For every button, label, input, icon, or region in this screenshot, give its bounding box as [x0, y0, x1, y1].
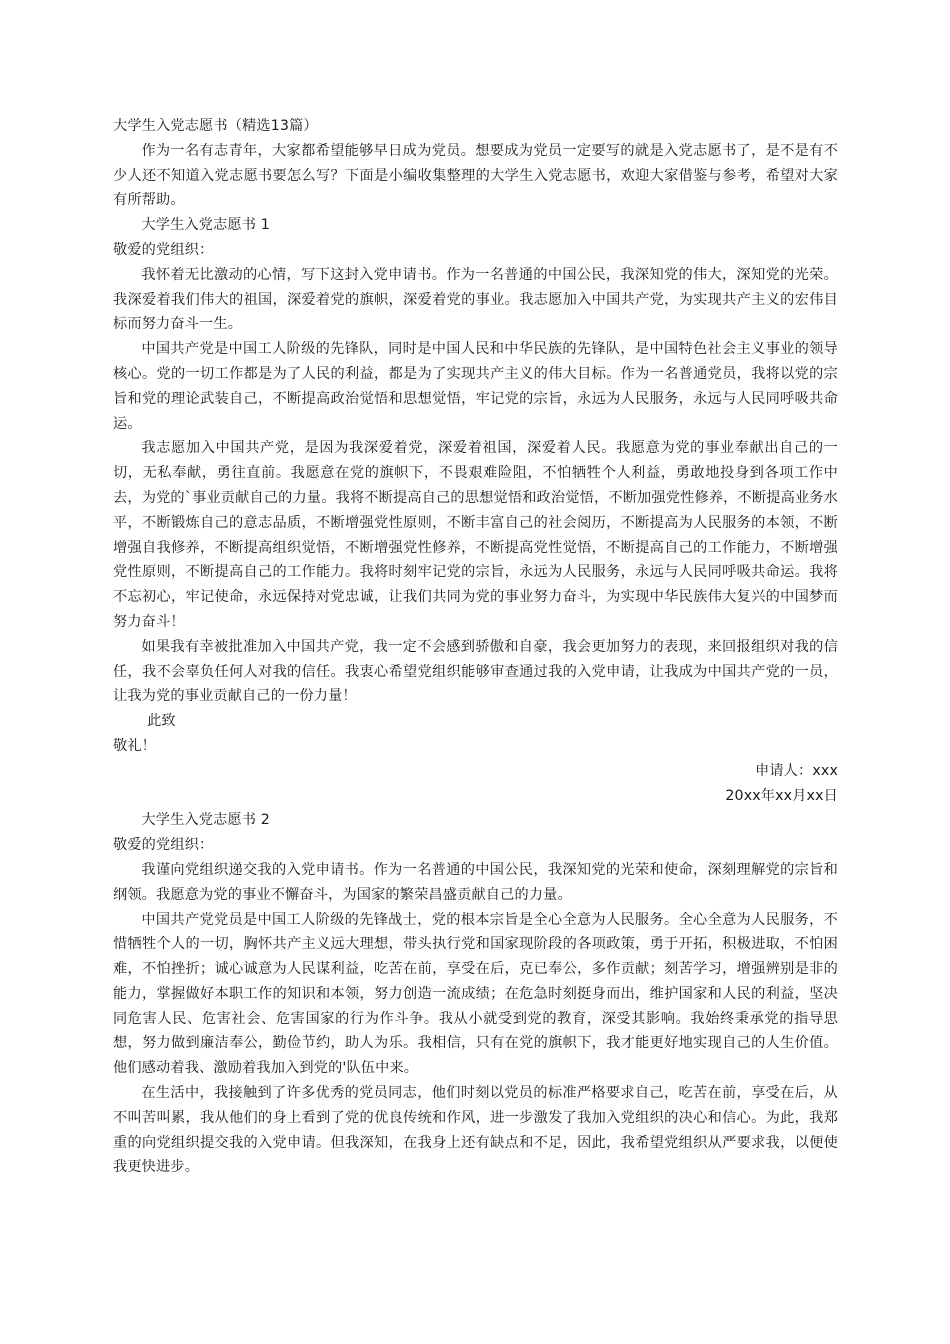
letter-1-paragraph: 我怀着无比激动的心情，写下这封入党申请书。作为一名普通的中国公民，我深知党的伟大，深知党的光荣。我深爱着我们伟大的祖国，深爱着党的旗帜，深爱着党的事业。我志愿加入中国共产党，为实现共产主义的宏伟目标而努力奋斗一生。 — [113, 266, 838, 333]
letter-1-closing: 此致 — [147, 713, 176, 730]
document-title: 大学生入党志愿书（精选13篇） — [113, 118, 318, 134]
letter-2-paragraph: 在生活中，我接触到了许多优秀的党员同志，他们时刻以党员的标准严格要求自己，吃苦在前，享受在后，从不叫苦叫累，我从他们的身上看到了党的优良传统和作风，进一步激发了我加入党组织的决心和信心。为此，我郑重的向党组织提交我的入党申请。但我深知，在我身上还有缺点和不足，因此，我希望党组织从严要求我，以便使我更快进步。 — [113, 1085, 838, 1176]
letter-2-salutation: 敬爱的党组织： — [113, 837, 214, 854]
letter-1-salute: 敬礼！ — [113, 737, 157, 754]
letter-1-date: 20xx年xx月xx日 — [725, 787, 838, 804]
intro-paragraph: 作为一名有志青年，大家都希望能够早日成为党员。想要成为党员一定要写的就是入党志愿书了，是不是有不少人还不知道入党志愿书要怎么写？下面是小编收集整理的大学生入党志愿书，欢迎大家借鉴与参考，希望对大家有所帮助。 — [113, 142, 838, 209]
letter-1-paragraph: 如果我有幸被批准加入中国共产党，我一定不会感到骄傲和自豪，我会更加努力的表现，来回报组织对我的信任，我不会辜负任何人对我的信任。我衷心希望党组织能够审查通过我的入党申请，让我成为中国共产党的一员，让我为党的事业贡献自己的一份力量！ — [113, 638, 838, 705]
letter-2-paragraph: 中国共产党党员是中国工人阶级的先锋战士，党的根本宗旨是全心全意为人民服务。全心全意为人民服务，不惜牺牲个人的一切，胸怀共产主义远大理想，带头执行党和国家现阶段的各项政策，勇于开拓，积极进取，不怕困难，不怕挫折；诚心诚意为人民谋利益，吃苦在前，享受在后，克已奉公，多作贡献；刻苦学习，增强辨别是非的能力，掌握做好本职工作的知识和本领，努力创造一流成绩；在危急时刻挺身而出，维护国家和人民的利益，坚决同危害人民、危害社会、危害国家的行为作斗争。我从小就受到党的教育，深受其影响。我始终秉承党的指导思想，努力做到廉洁奉公，勤俭节约，助人为乐。我相信，只有在党的旗帜下，我才能更好地实现自己的人生价值。他们感动着我、激励着我加入到党的'队伍中来。 — [113, 911, 838, 1077]
letter-1-paragraph: 中国共产党是中国工人阶级的先锋队，同时是中国人民和中华民族的先锋队，是中国特色社会主义事业的领导核心。党的一切工作都是为了人民的利益，都是为了实现共产主义的伟大目标。作为一名普通党员，我将以党的宗旨和党的理论武装自己，不断提高政治觉悟和思想觉悟，牢记党的宗旨，永远为人民服务，永远与人民同呼吸共命运。 — [113, 341, 838, 432]
letter-1-heading: 大学生入党志愿书 1 — [141, 217, 270, 234]
letter-2-paragraph: 我谨向党组织递交我的入党申请书。作为一名普通的中国公民，我深知党的光荣和使命，深刻理解党的宗旨和纲领。我愿意为党的事业不懈奋斗，为国家的繁荣昌盛贡献自己的力量。 — [113, 861, 838, 903]
letter-2-heading: 大学生入党志愿书 2 — [141, 812, 270, 829]
letter-1-applicant: 申请人：xxx — [755, 762, 838, 779]
document-page — [113, 114, 838, 1180]
letter-1-paragraph: 我志愿加入中国共产党，是因为我深爱着党，深爱着祖国，深爱着人民。我愿意为党的事业奉献出自己的一切，无私奉献，勇往直前。我愿意在党的旗帜下，不畏艰难险阻，不怕牺牲个人利益，勇敢地投身到各项工作中去，为党的`事业贡献自己的力量。我将不断提高自己的思想觉悟和政治觉悟，不断加强党性修养，不断提高业务水平，不断锻炼自己的意志品质，不断增强党性原则，不断丰富自己的社会阅历，不断提高为人民服务的本领，不断增强自我修养，不断提高组织觉悟，不断增强党性修养，不断提高党性觉悟，不断提高自己的工作能力，不断增强党性原则，不断提高自己的工作能力。我将时刻牢记党的宗旨，永远为人民服务，永远与人民同呼吸共命运。我将不忘初心，牢记使命，永远保持对党忠诚，让我们共同为党的事业努力奋斗，为实现中华民族伟大复兴的中国梦而努力奋斗！ — [113, 440, 838, 630]
letter-1-salutation: 敬爱的党组织： — [113, 241, 214, 258]
